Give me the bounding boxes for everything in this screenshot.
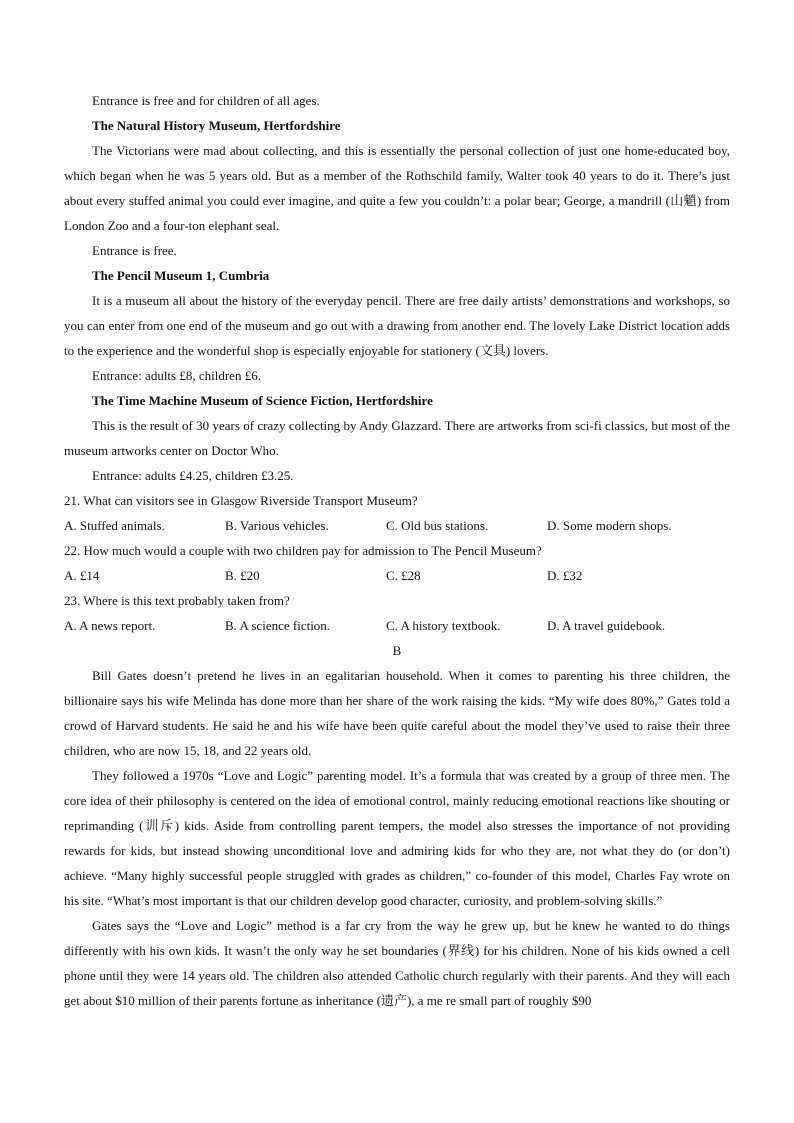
document-page xyxy=(64,88,730,1013)
question-stem: 22. How much would a couple with two children pay for admission to The Pencil Museum? xyxy=(64,543,542,558)
option-c: C. £28 xyxy=(386,568,421,583)
museum-body-natural-history: The Victorians were mad about collecting, and this is essentially the personal collection of just one home-educated boy, which began when he was 5 years old. But as a member of the Rothschild family, Walter took 40 years to do it. There’s just about every stuffed animal you could ever imagine, and quite a few you couldn’t: a polar bear; George, a mandrill (山魈) from London Zoo and a four-ton elephant seal. xyxy=(64,143,730,233)
passage-b-paragraph-1: Bill Gates doesn’t pretend he lives in an egalitarian household. When it comes to parenting his three children, the billionaire says his wife Melinda has done more than her share of the work raising the kids. “My wife does 80%,” Gates told a crowd of Harvard students. He said he and his wife have been quite careful about the model they’ve used to raise their three children, who are now 15, 18, and 22 years old. xyxy=(64,668,730,758)
museum-title-natural-history: The Natural History Museum, Hertfordshire xyxy=(92,118,341,133)
question-23 xyxy=(64,588,730,638)
entrance-note-natural-history: Entrance is free. xyxy=(92,243,177,258)
option-c: C. A history textbook. xyxy=(386,618,501,633)
entrance-note-pencil: Entrance: adults £8, children £6. xyxy=(92,368,261,383)
entrance-note-transport-museum: Entrance is free and for children of all ages. xyxy=(92,93,320,108)
section-b-label: B xyxy=(392,643,402,658)
museum-title-time-machine: The Time Machine Museum of Science Fiction, Hertfordshire xyxy=(92,393,433,408)
option-row xyxy=(64,613,730,638)
option-c: C. Old bus stations. xyxy=(386,518,489,533)
question-21 xyxy=(64,488,730,538)
museum-body-time-machine: This is the result of 30 years of crazy collecting by Andy Glazzard. There are artworks from sci-fi classics, but most of the museum artworks center on Doctor Who. xyxy=(64,418,730,458)
entrance-note-time-machine: Entrance: adults £4.25, children £3.25. xyxy=(92,468,294,483)
option-d: D. Some modern shops. xyxy=(547,518,672,533)
museum-title-pencil: The Pencil Museum 1, Cumbria xyxy=(92,268,270,283)
option-row xyxy=(64,513,730,538)
option-d: D. A travel guidebook. xyxy=(547,618,666,633)
option-b: B. Various vehicles. xyxy=(225,518,329,533)
question-stem: 21. What can visitors see in Glasgow Riverside Transport Museum? xyxy=(64,493,418,508)
option-d: D. £32 xyxy=(547,568,583,583)
question-22 xyxy=(64,538,730,588)
passage-b-paragraph-2: They followed a 1970s “Love and Logic” parenting model. It’s a formula that was created by a group of three men. The core idea of their philosophy is centered on the idea of emotional control, mainly reducing emotional reactions like shouting or reprimanding (训斥) kids. Aside from controlling parent tempers, the model also stresses the importance of not providing rewards for kids, but instead showing unconditional love and admiring kids for who they are, not what they do (or don’t) achieve. “Many highly successful people struggled with grades as children,” co-founder of this model, Charles Fay wrote on his site. “What’s most important is that our children develop good character, curiosity, and problem-solving skills.” xyxy=(64,768,730,908)
option-a: A. £14 xyxy=(64,568,100,583)
option-b: B. A science fiction. xyxy=(225,618,331,633)
museum-body-pencil: It is a museum all about the history of the everyday pencil. There are free daily artists’ demonstrations and workshops, so you can enter from one end of the museum and go out with a drawing from another end. The lovely Lake District location adds to the experience and the wonderful shop is especially enjoyable for stationery (文具) lovers. xyxy=(64,293,730,358)
option-b: B. £20 xyxy=(225,568,260,583)
option-a: A. A news report. xyxy=(64,618,156,633)
question-stem: 23. Where is this text probably taken from? xyxy=(64,593,290,608)
passage-b-paragraph-3: Gates says the “Love and Logic” method is a far cry from the way he grew up, but he knew he wanted to do things differently with his own kids. It wasn’t the only way he set boundaries (界线) for his children. None of his kids owned a cell phone until they were 14 years old. The children also attended Catholic church regularly with their parents. And they will each get about $10 million of their parents fortune as inheritance (遗产), a me re small part of roughly $90 xyxy=(64,918,730,1008)
option-a: A. Stuffed animals. xyxy=(64,518,165,533)
option-row xyxy=(64,563,730,588)
